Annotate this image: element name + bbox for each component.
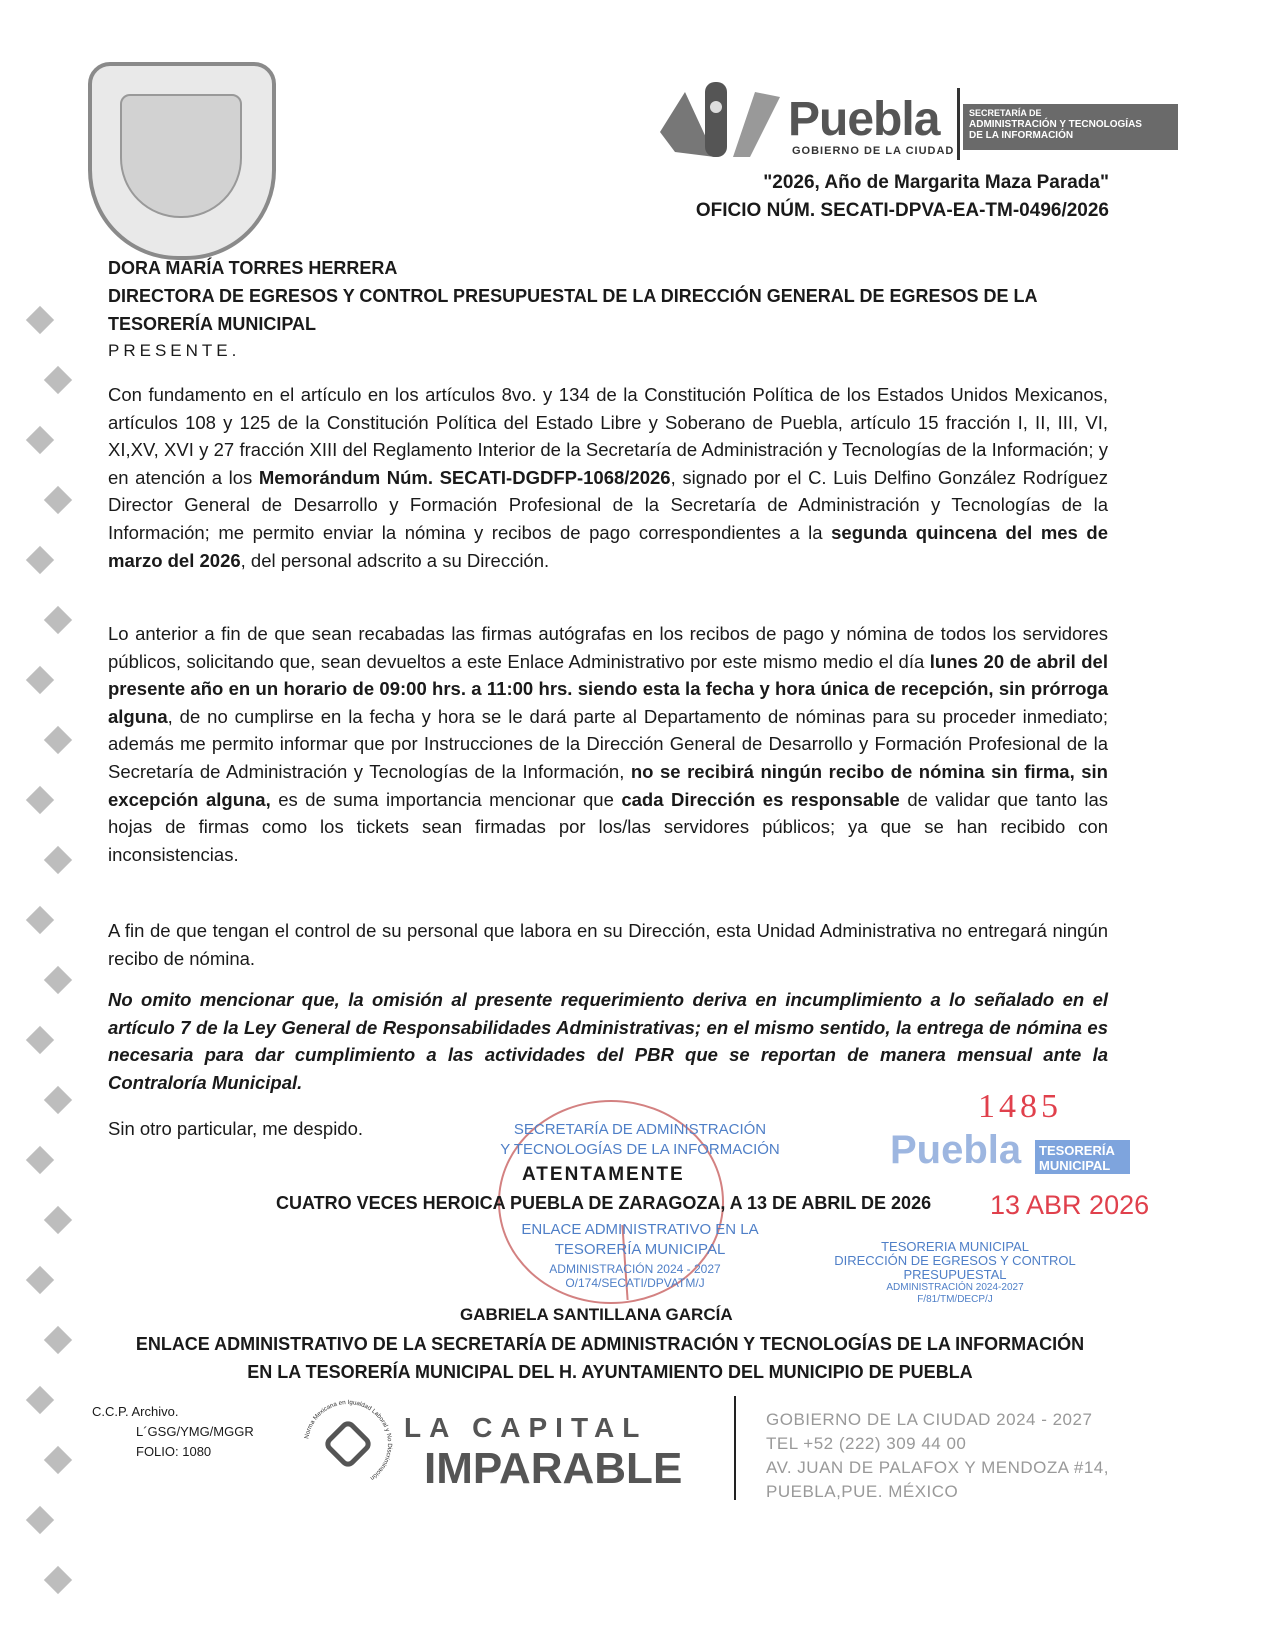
border-diamond-icon <box>44 1086 72 1114</box>
stamp-line: SECRETARÍA DE ADMINISTRACIÓN <box>513 1121 767 1138</box>
badge-text: Norma Mexicana en Igualdad Laboral y No Discriminación <box>303 1398 394 1482</box>
puebla-emblem-icon <box>655 72 785 162</box>
stamp-line: F/81/TM/DECP/J <box>917 1294 993 1305</box>
secretaria-line: SECRETARÍA DE <box>969 108 1042 118</box>
stamp-line: O/174/SECATI/DPVATM/J <box>565 1276 705 1290</box>
logo-divider <box>957 88 960 160</box>
text: , signado por el C. Luis Delfino González Rodríguez Director General de Desarrollo y Formación Profesional de la Secretaría de Administración y Tecnologías de la Información; me permito enviar la nómina y recibos de pago correspondientes a la <box>108 466 1108 543</box>
border-diamond-icon <box>44 1206 72 1234</box>
signer-title: EN LA TESORERÍA MUNICIPAL DEL H. AYUNTAMIENTO DEL MUNICIPIO DE PUEBLA <box>247 1362 973 1382</box>
oficio-number: OFICIO NÚM. SECATI-DPVA-EA-TM-0496/2026 <box>695 200 1109 221</box>
border-diamond-icon <box>26 1026 54 1054</box>
bold-text: no se recibirá ningún recibo de nómina sin firma, sin excepción alguna, <box>108 760 1108 810</box>
atentamente: ATENTAMENTE <box>522 1164 685 1185</box>
border-diamond-icon <box>44 606 72 634</box>
badge-text-wrapper <box>303 1399 393 1482</box>
ccp-block <box>92 1402 254 1462</box>
secretaria-line: DE LA INFORMACIÓN <box>969 130 1074 141</box>
contact-line: PUEBLA,PUE. MÉXICO <box>766 1482 959 1501</box>
contact-line: TEL +52 (222) 309 44 00 <box>766 1434 967 1453</box>
contact-line: GOBIERNO DE LA CIUDAD 2024 - 2027 <box>766 1410 1093 1429</box>
igualdad-laboral-badge <box>298 1394 398 1494</box>
border-diamond-icon <box>26 666 54 694</box>
city-seal-logo <box>88 62 276 260</box>
secretaria-stamp-bottom <box>480 1220 800 1260</box>
paragraph-1 <box>108 381 1108 574</box>
border-diamond-icon <box>44 726 72 754</box>
slogan-top: LA CAPITAL <box>404 1412 648 1443</box>
text: , del personal adscrito a su Dirección. <box>240 549 550 571</box>
border-diamond-icon <box>26 426 54 454</box>
secretaria-stamp-small <box>500 1262 770 1290</box>
decorative-border <box>26 310 76 1640</box>
received-date-stamp: 13 ABR 2026 <box>990 1190 1150 1220</box>
place-date: CUATRO VECES HEROICA PUEBLA DE ZARAGOZA, A 13 DE ABRIL DE 2026 <box>276 1193 932 1213</box>
paragraph-4 <box>108 986 1108 1096</box>
text: , de no cumplirse en la fecha y hora se le dará parte al Departamento de nóminas para su proceder inmediato; además me permito informar que por Instrucciones de la Dirección General de Desarrollo y Formación Profesional de la Secretaría de Administración y Tecnologías de la Información, <box>108 705 1108 782</box>
stamp-line: Y TECNOLOGÍAS DE LA INFORMACIÓN <box>500 1141 780 1158</box>
signer-name: GABRIELA SANTILLANA GARCÍA <box>460 1305 733 1324</box>
text: Lo anterior a fin de que sean recabadas las firmas autógrafas en los recibos de pago y nómina de todos los servidores públicos, solicitando que, sean devueltos a este Enlace Administrativo por este mismo medio el día <box>108 623 1108 672</box>
presente: PRESENTE. <box>108 341 241 360</box>
slogan-bottom: IMPARABLE <box>424 1444 683 1493</box>
stamp-line: ENLACE ADMINISTRATIVO EN LA <box>521 1221 759 1238</box>
puebla-logo-text: Puebla <box>788 93 940 146</box>
stamp-line: PRESUPUESTAL <box>903 1267 1007 1282</box>
bold-text: segunda quincena del mes de marzo del 2026 <box>108 521 1108 571</box>
stamp-line: ADMINISTRACIÓN 2024-2027 <box>886 1282 1024 1293</box>
text: A fin de que tengan el control de su personal que labora en su Dirección, esta Unidad Administrativa no entregará ningún recibo de nómina. <box>108 920 1108 969</box>
bold-text: Memorándum Núm. SECATI-DGDFP-1068/2026 <box>258 466 671 488</box>
signer-title: ENLACE ADMINISTRATIVO DE LA SECRETARÍA DE ADMINISTRACIÓN Y TECNOLOGÍAS DE LA INFORMACIÓN <box>135 1334 1085 1354</box>
folio: FOLIO: 1080 <box>136 1444 212 1459</box>
secretaria-label <box>963 104 1178 150</box>
stamp-line: TESORERÍA MUNICIPAL <box>554 1241 726 1258</box>
secretaria-line: ADMINISTRACIÓN Y TECNOLOGÍAS <box>969 119 1142 130</box>
text: No omito mencionar que, la omisión al presente requerimiento deriva en incumplimiento a lo señalado en el artículo 7 de la Ley General de Responsabilidades Administrativas; en el mismo sentido, la entrega de nómina es necesaria para dar cumplimiento a las actividades del PBR que se reportan de manera mensual ante la Contraloría Municipal. <box>108 989 1108 1093</box>
addressee <box>108 254 1108 338</box>
stamp-line: TESORERIA MUNICIPAL <box>881 1239 1029 1254</box>
footer-divider <box>734 1396 736 1500</box>
stamp-line: ADMINISTRACIÓN 2024 - 2027 <box>549 1262 721 1276</box>
addressee-position: DIRECTORA DE EGRESOS Y CONTROL PRESUPUESTAL DE LA DIRECCIÓN GENERAL DE EGRESOS DE LA TESORERÍA MUNICIPAL <box>108 286 1037 334</box>
tesoreria-stamp-logo: Puebla <box>890 1128 1022 1172</box>
farewell: Sin otro particular, me despido. <box>108 1118 364 1139</box>
logo-subtitle: GOBIERNO DE LA CIUDAD <box>792 145 955 157</box>
border-diamond-icon <box>44 486 72 514</box>
seal-castle-icon <box>120 94 242 218</box>
tesoreria-stamp-box: TESORERÍA MUNICIPAL <box>1035 1140 1130 1174</box>
stamp-line: DIRECCIÓN DE EGRESOS Y CONTROL <box>834 1253 1076 1268</box>
border-diamond-icon <box>44 1566 72 1594</box>
badge-emblem-icon <box>325 1421 370 1466</box>
contact-line: AV. JUAN DE PALAFOX Y MENDOZA #14, <box>766 1458 1109 1477</box>
border-diamond-icon <box>26 306 54 334</box>
text: Con fundamento en el artículo en los artículos 8vo. y 134 de la Constitución Política de los Estados Unidos Mexicanos, artículos 108 y 125 de la Constitución Política del Estado Libre y Soberano de Puebla, artículo 15 fracción I, II, III, VI, XI,XV, XVI y 27 fracción XIII del Reglamento Interior de la Secretaría de Administración y Tecnologías de la Información; y en atención a los <box>108 384 1108 488</box>
paragraph-3 <box>108 917 1108 972</box>
border-diamond-icon <box>26 1386 54 1414</box>
text: es de suma importancia mencionar que <box>270 788 622 810</box>
bold-text: lunes 20 de abril del presente año en un horario de 09:00 hrs. a 11:00 hrs. siendo esta la fecha y hora única de recepción, sin prórroga alguna <box>108 650 1108 727</box>
contact-info <box>766 1408 1109 1504</box>
addressee-name: DORA MARÍA TORRES HERRERA <box>108 258 398 278</box>
initials: L´GSG/YMG/MGGR <box>136 1424 254 1439</box>
border-diamond-icon <box>26 1506 54 1534</box>
secretaria-stamp-top <box>480 1120 800 1160</box>
border-diamond-icon <box>44 1446 72 1474</box>
year-motto: "2026, Año de Margarita Maza Parada" <box>763 172 1109 193</box>
bold-text: cada Dirección es responsable <box>621 788 900 810</box>
border-diamond-icon <box>26 546 54 574</box>
paragraph-2 <box>108 620 1108 868</box>
border-diamond-icon <box>26 906 54 934</box>
border-diamond-icon <box>26 786 54 814</box>
border-diamond-icon <box>44 966 72 994</box>
folio-stamp-number: 1485 <box>978 1088 1062 1125</box>
border-diamond-icon <box>26 1146 54 1174</box>
text: de validar que tanto las hojas de firmas como los tickets sean firmadas por los/las servidores públicos; ya que se han recibido con inconsistencias. <box>108 788 1108 865</box>
border-diamond-icon <box>26 1266 54 1294</box>
border-diamond-icon <box>44 846 72 874</box>
tesoreria-received-stamp <box>810 1240 1100 1306</box>
border-diamond-icon <box>44 366 72 394</box>
ccp: C.C.P. Archivo. <box>92 1404 179 1419</box>
